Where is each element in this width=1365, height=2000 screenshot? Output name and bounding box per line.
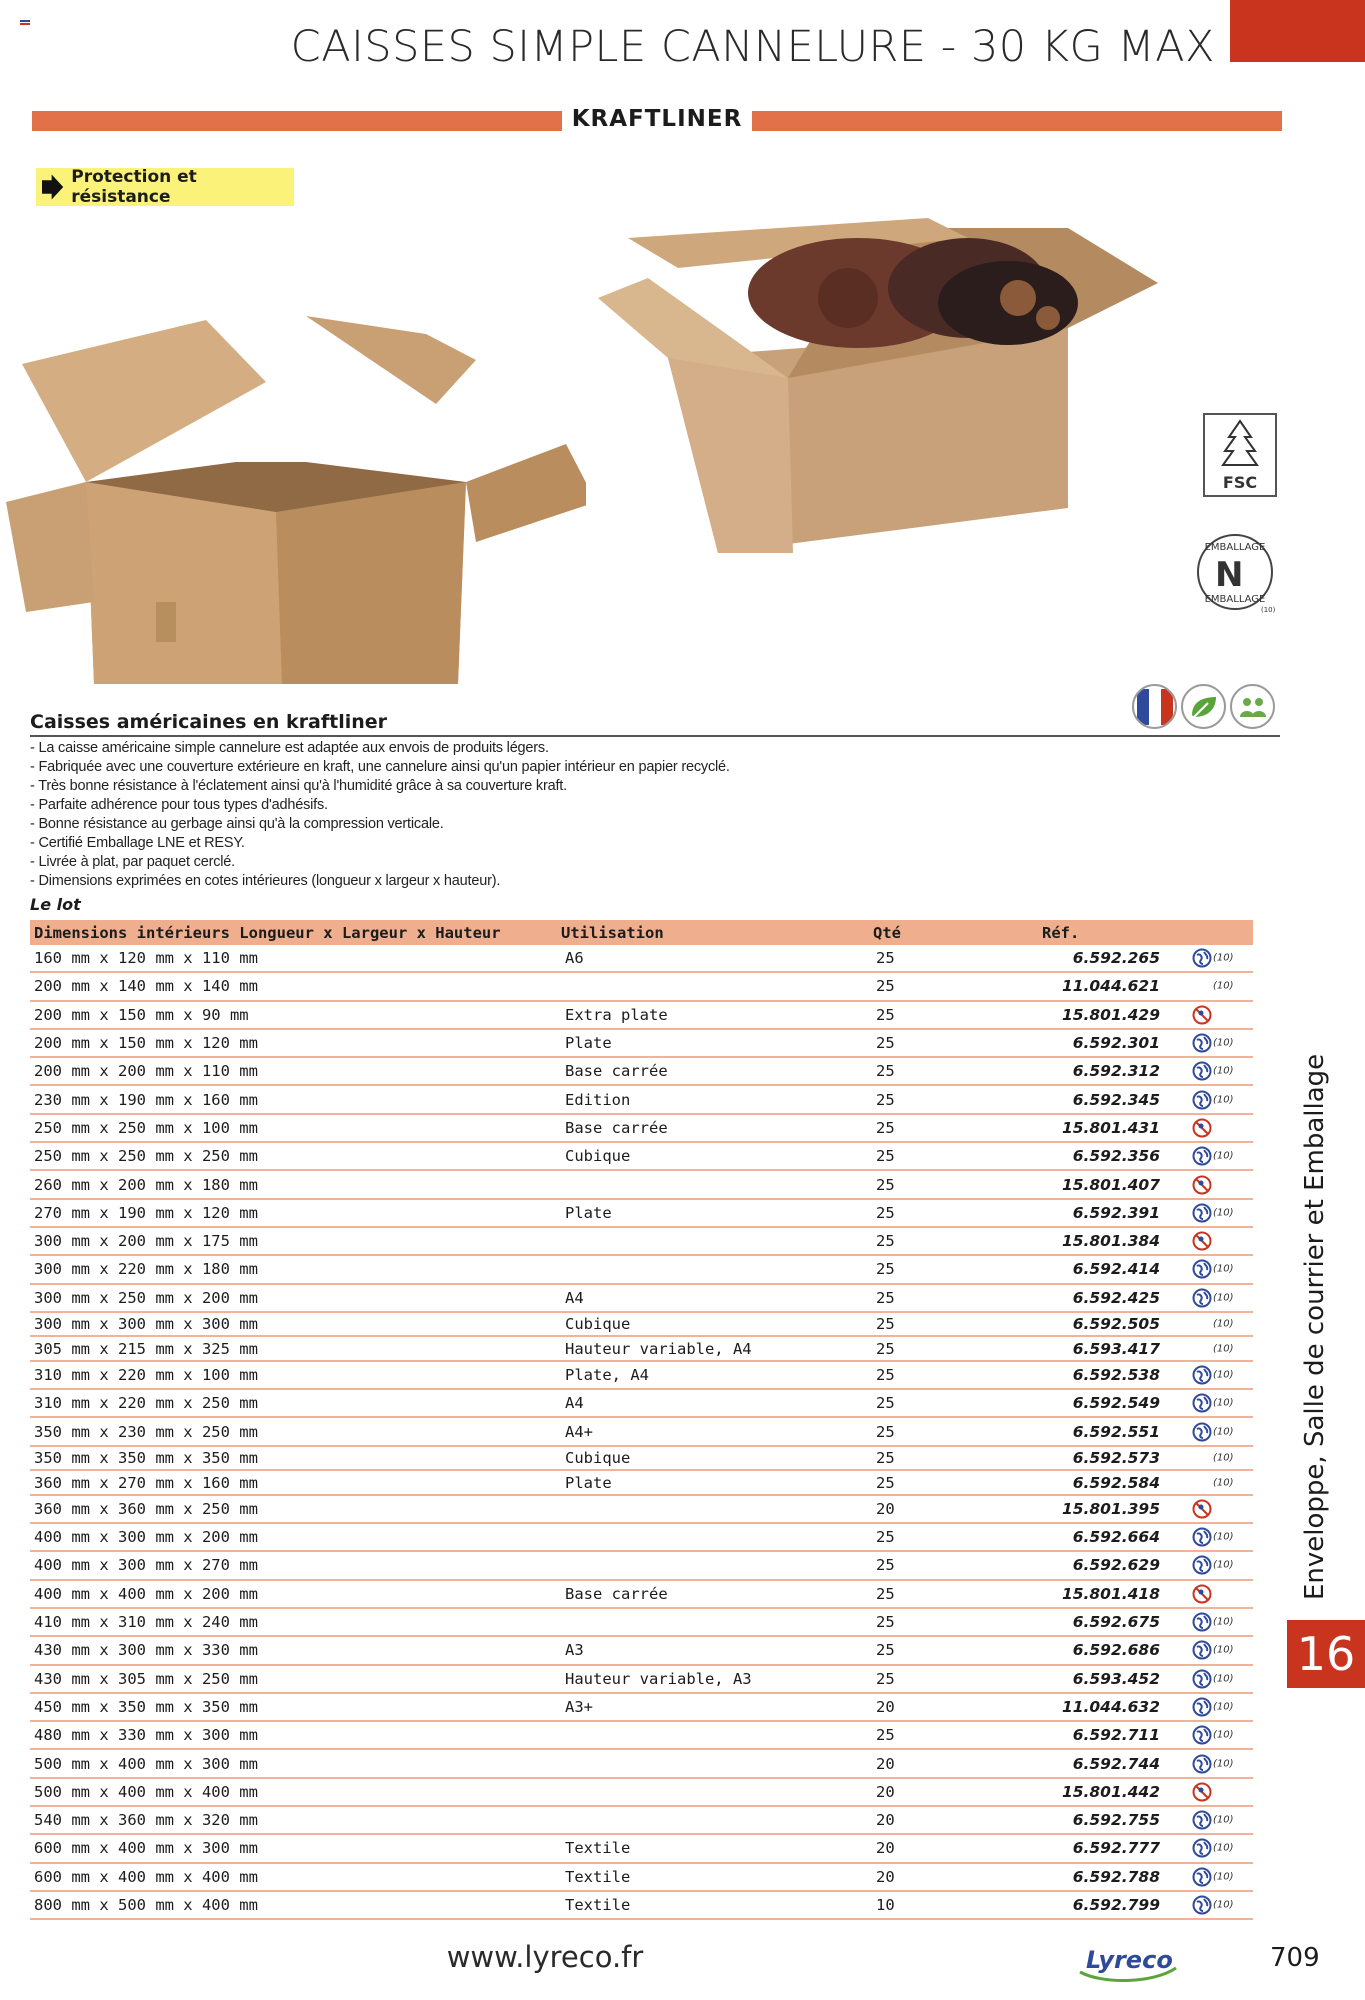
cell-ref: 6.592.505 (1072, 1315, 1160, 1334)
cell-usage: Textile (565, 1867, 631, 1886)
cell-ref: 6.592.265 (1072, 949, 1160, 968)
feature-bullet: - Livrée à plat, par paquet cerclé. (30, 854, 235, 870)
cell-code: (10) (1213, 980, 1234, 992)
cell-ref: 6.592.799 (1072, 1896, 1160, 1915)
eco-leaf-icon (1181, 684, 1226, 729)
cell-code: (10) (1213, 1065, 1234, 1077)
cell-dimensions: 540 mm x 360 mm x 320 mm (34, 1811, 258, 1830)
product-table (30, 920, 1253, 1920)
feature-bullet: - Certifié Emballage LNE et RESY. (30, 835, 245, 851)
globe-icon (1192, 1810, 1212, 1830)
footer-url[interactable]: www.lyreco.fr (446, 1940, 644, 1974)
cell-qty: 25 (876, 1473, 895, 1492)
table-row (30, 1694, 1253, 1722)
cell-ref: 6.593.417 (1072, 1339, 1160, 1358)
cell-ref: 6.592.629 (1072, 1556, 1160, 1575)
header-usage: Utilisation (561, 924, 664, 942)
cell-ref: 6.592.301 (1072, 1034, 1160, 1053)
globe-icon (1192, 1640, 1212, 1660)
cell-qty: 25 (876, 1147, 895, 1166)
cell-code: (10) (1213, 1452, 1234, 1464)
cell-usage: Base carrée (565, 1584, 668, 1603)
cell-usage: A3+ (565, 1697, 593, 1716)
cell-qty: 25 (876, 1175, 895, 1194)
cell-usage: A4 (565, 1394, 584, 1413)
cell-ref: 11.044.621 (1061, 977, 1160, 996)
globe-icon (1192, 1203, 1212, 1223)
cell-dimensions: 430 mm x 305 mm x 250 mm (34, 1669, 258, 1688)
globe-icon (1192, 1725, 1212, 1745)
cell-dimensions: 300 mm x 220 mm x 180 mm (34, 1260, 258, 1279)
cell-qty: 25 (876, 1449, 895, 1467)
header-qty: Qté (873, 924, 901, 942)
cell-usage: Base carrée (565, 1118, 668, 1137)
cell-code: (10) (1213, 1037, 1234, 1049)
table-row (30, 1552, 1253, 1580)
table-row (30, 1362, 1253, 1390)
cell-ref: 6.592.538 (1072, 1366, 1160, 1384)
cell-dimensions: 300 mm x 250 mm x 200 mm (34, 1288, 258, 1307)
cell-qty: 25 (876, 1584, 895, 1603)
cell-dimensions: 300 mm x 200 mm x 175 mm (34, 1232, 258, 1251)
table-row (30, 1835, 1253, 1863)
table-row (30, 1256, 1253, 1284)
cell-ref: 6.592.664 (1072, 1528, 1160, 1547)
cell-usage: Cubique (565, 1449, 631, 1467)
cell-dimensions: 310 mm x 220 mm x 250 mm (34, 1394, 258, 1413)
globe-icon (1192, 1555, 1212, 1575)
table-row (30, 1524, 1253, 1552)
cell-dimensions: 400 mm x 300 mm x 200 mm (34, 1528, 258, 1547)
restriction-icon (1192, 1499, 1212, 1519)
svg-text:N: N (1215, 555, 1244, 595)
globe-icon (1192, 1061, 1212, 1081)
cell-usage: A4+ (565, 1422, 593, 1441)
cell-qty: 25 (876, 949, 895, 968)
cell-dimensions: 600 mm x 400 mm x 400 mm (34, 1867, 258, 1886)
table-row (30, 1609, 1253, 1637)
cell-dimensions: 450 mm x 350 mm x 350 mm (34, 1697, 258, 1716)
section-bar-right (752, 111, 1282, 131)
cell-usage: Extra plate (565, 1005, 668, 1024)
cell-dimensions: 500 mm x 400 mm x 300 mm (34, 1754, 258, 1773)
table-row (30, 1779, 1253, 1807)
cell-qty: 25 (876, 1203, 895, 1222)
cell-usage: A3 (565, 1641, 584, 1660)
table-row (30, 1313, 1253, 1338)
cell-qty: 20 (876, 1782, 895, 1801)
globe-icon (1192, 1697, 1212, 1717)
svg-text:Lyreco: Lyreco (1086, 1946, 1173, 1974)
cell-code: (10) (1213, 1426, 1234, 1438)
table-row (30, 1171, 1253, 1199)
cell-qty: 25 (876, 1260, 895, 1279)
cell-ref: 6.592.551 (1072, 1422, 1160, 1441)
cell-usage: A6 (565, 949, 584, 968)
cell-dimensions: 200 mm x 200 mm x 110 mm (34, 1062, 258, 1081)
table-row (30, 1581, 1253, 1609)
cell-qty: 25 (876, 1394, 895, 1413)
table-row (30, 1471, 1253, 1496)
cell-dimensions: 250 mm x 250 mm x 100 mm (34, 1118, 258, 1137)
lot-label: Le lot (30, 895, 81, 914)
cell-usage: Hauteur variable, A4 (565, 1339, 752, 1358)
cell-qty: 25 (876, 1062, 895, 1081)
cell-qty: 25 (876, 1641, 895, 1660)
cell-ref: 15.801.429 (1061, 1005, 1160, 1024)
feature-bullet: - La caisse américaine simple cannelure est adaptée aux envois de produits légers. (30, 740, 549, 756)
cell-ref: 6.592.312 (1072, 1062, 1160, 1081)
cell-ref: 6.592.584 (1072, 1473, 1160, 1492)
cell-usage: Edition (565, 1090, 631, 1109)
cell-dimensions: 400 mm x 400 mm x 200 mm (34, 1584, 258, 1603)
cell-dimensions: 270 mm x 190 mm x 120 mm (34, 1203, 258, 1222)
globe-icon (1192, 1288, 1212, 1308)
title-rule (30, 735, 1280, 737)
cell-dimensions: 230 mm x 190 mm x 160 mm (34, 1090, 258, 1109)
table-row (30, 973, 1253, 1001)
cell-code: (10) (1213, 1758, 1234, 1770)
cell-dimensions: 430 mm x 300 mm x 330 mm (34, 1641, 258, 1660)
table-row (30, 1228, 1253, 1256)
restriction-icon (1192, 1175, 1212, 1195)
cell-code: (10) (1213, 1477, 1234, 1488)
cell-ref: 15.801.407 (1061, 1175, 1160, 1194)
cell-code: (10) (1213, 1292, 1234, 1304)
cell-qty: 25 (876, 1288, 895, 1307)
globe-icon (1192, 1365, 1212, 1385)
globe-icon (1192, 1393, 1212, 1413)
table-row (30, 1496, 1253, 1524)
cell-usage: Base carrée (565, 1062, 668, 1081)
table-body (30, 945, 1253, 1920)
cell-code: (10) (1213, 1531, 1234, 1543)
cell-ref: 6.593.452 (1072, 1669, 1160, 1688)
cell-dimensions: 260 mm x 200 mm x 180 mm (34, 1175, 258, 1194)
cell-ref: 6.592.686 (1072, 1641, 1160, 1660)
globe-icon (1192, 1669, 1212, 1689)
table-row (30, 1086, 1253, 1114)
cell-code: (10) (1213, 1644, 1234, 1656)
cell-ref: 6.592.755 (1072, 1811, 1160, 1830)
table-header (30, 920, 1253, 945)
page-title: CAISSES SIMPLE CANNELURE - 30 KG MAX (290, 22, 1215, 72)
cell-qty: 10 (876, 1896, 895, 1915)
chapter-number: 16 (1287, 1620, 1365, 1688)
section-bar-left (32, 111, 562, 131)
table-row (30, 1750, 1253, 1778)
cell-code: (10) (1213, 1263, 1234, 1275)
cell-ref: 6.592.425 (1072, 1288, 1160, 1307)
table-row (30, 1285, 1253, 1313)
globe-icon (1192, 1527, 1212, 1547)
feature-bullet: - Parfaite adhérence pour tous types d'adhésifs. (30, 797, 328, 813)
globe-icon (1192, 1033, 1212, 1053)
cell-ref: 6.592.744 (1072, 1754, 1160, 1773)
box-empty-image (6, 312, 586, 688)
cell-dimensions: 400 mm x 300 mm x 270 mm (34, 1556, 258, 1575)
cell-code: (10) (1213, 1842, 1234, 1854)
cell-qty: 25 (876, 1315, 895, 1334)
cell-usage: Plate (565, 1203, 612, 1222)
france-flag-icon (1132, 684, 1177, 729)
feature-bullet: - Fabriquée avec une couverture extérieure en kraft, une cannelure ainsi qu'un papier intérieur en papier recyclé. (30, 759, 730, 775)
cell-qty: 25 (876, 1366, 895, 1384)
svg-text:EMBALLAGE: EMBALLAGE (1204, 542, 1266, 553)
cell-ref: 6.592.549 (1072, 1394, 1160, 1413)
cell-usage: Hauteur variable, A3 (565, 1669, 752, 1688)
restriction-icon (1192, 1231, 1212, 1251)
cell-ref: 15.801.384 (1061, 1232, 1160, 1251)
cell-ref: 6.592.345 (1072, 1090, 1160, 1109)
cell-dimensions: 305 mm x 215 mm x 325 mm (34, 1339, 258, 1358)
cell-dimensions: 800 mm x 500 mm x 400 mm (34, 1896, 258, 1915)
cell-dimensions: 480 mm x 330 mm x 300 mm (34, 1726, 258, 1745)
globe-icon (1192, 1867, 1212, 1887)
cell-ref: 15.801.418 (1061, 1584, 1160, 1603)
table-row (30, 1722, 1253, 1750)
cell-qty: 25 (876, 1669, 895, 1688)
cell-code: (10) (1213, 1094, 1234, 1106)
cell-ref: 15.801.431 (1061, 1118, 1160, 1137)
restriction-icon (1192, 1584, 1212, 1604)
cell-ref: 6.592.788 (1072, 1867, 1160, 1886)
cell-code: (10) (1213, 1559, 1234, 1571)
svg-text:FSC: FSC (1222, 473, 1258, 492)
cell-qty: 20 (876, 1839, 895, 1858)
cell-qty: 25 (876, 1422, 895, 1441)
cell-code: (10) (1213, 1899, 1234, 1911)
table-row (30, 1390, 1253, 1418)
page-number: 709 (1270, 1943, 1320, 1973)
cell-code: (10) (1213, 1343, 1234, 1355)
cell-qty: 25 (876, 1556, 895, 1575)
table-row (30, 945, 1253, 973)
table-row (30, 1666, 1253, 1694)
arrow-right-icon (42, 174, 63, 200)
globe-icon (1192, 1754, 1212, 1774)
svg-text:(10): (10) (1261, 606, 1276, 614)
cell-dimensions: 350 mm x 350 mm x 350 mm (34, 1449, 258, 1467)
header-dimensions: Dimensions intérieurs Longueur x Largeur x Hauteur (34, 924, 501, 942)
cell-usage: Textile (565, 1839, 631, 1858)
cell-ref: 6.592.414 (1072, 1260, 1160, 1279)
table-row (30, 1030, 1253, 1058)
feature-bullet: - Bonne résistance au gerbage ainsi qu'à la compression verticale. (30, 816, 444, 832)
cell-dimensions: 310 mm x 220 mm x 100 mm (34, 1366, 258, 1384)
globe-icon (1192, 1146, 1212, 1166)
cell-code: (10) (1213, 1318, 1234, 1330)
cell-usage: Plate (565, 1473, 612, 1492)
cell-usage: Cubique (565, 1147, 631, 1166)
globe-icon (1192, 1895, 1212, 1915)
cell-ref: 6.592.391 (1072, 1203, 1160, 1222)
feature-bullet: - Très bonne résistance à l'éclatement ainsi qu'à l'humidité grâce à sa couverture kraft. (30, 778, 567, 794)
corner-accent-block (1230, 0, 1365, 62)
cell-qty: 20 (876, 1811, 895, 1830)
restriction-icon (1192, 1005, 1212, 1025)
table-row (30, 1143, 1253, 1171)
globe-icon (1192, 1422, 1212, 1442)
cell-code: (10) (1213, 1729, 1234, 1741)
table-row (30, 1002, 1253, 1030)
cell-code: (10) (1213, 1701, 1234, 1713)
table-row (30, 1058, 1253, 1086)
section-label: KRAFTLINER (571, 106, 743, 132)
globe-icon (1192, 948, 1212, 968)
table-row (30, 1418, 1253, 1446)
cell-ref: 6.592.711 (1072, 1726, 1160, 1745)
cell-ref: 11.044.632 (1061, 1697, 1160, 1716)
cell-dimensions: 600 mm x 400 mm x 300 mm (34, 1839, 258, 1858)
cell-ref: 6.592.356 (1072, 1147, 1160, 1166)
table-row (30, 1807, 1253, 1835)
cell-dimensions: 360 mm x 270 mm x 160 mm (34, 1473, 258, 1492)
cell-code: (10) (1213, 1814, 1234, 1826)
cell-ref: 6.592.675 (1072, 1613, 1160, 1632)
table-row (30, 1637, 1253, 1665)
cell-qty: 20 (876, 1754, 895, 1773)
cell-usage: Plate, A4 (565, 1366, 649, 1384)
fsc-certification-icon (1203, 413, 1277, 497)
feature-tag (36, 168, 294, 206)
ne-emballage-certification-icon (1195, 530, 1279, 614)
cell-qty: 25 (876, 1232, 895, 1251)
cell-qty: 25 (876, 1034, 895, 1053)
cell-ref: 15.801.442 (1061, 1782, 1160, 1801)
globe-icon (1192, 1259, 1212, 1279)
cell-qty: 20 (876, 1499, 895, 1518)
table-row (30, 1115, 1253, 1143)
cell-code: (10) (1213, 1150, 1234, 1162)
cell-code: (10) (1213, 1397, 1234, 1409)
cell-qty: 20 (876, 1697, 895, 1716)
cell-qty: 25 (876, 1005, 895, 1024)
cell-code: (10) (1213, 1673, 1234, 1685)
cell-qty: 25 (876, 1090, 895, 1109)
cell-qty: 25 (876, 977, 895, 996)
cell-usage: A4 (565, 1288, 584, 1307)
feature-list (30, 739, 730, 891)
cell-dimensions: 300 mm x 300 mm x 300 mm (34, 1315, 258, 1334)
cell-qty: 25 (876, 1528, 895, 1547)
cell-code: (10) (1213, 1369, 1234, 1381)
table-row (30, 1200, 1253, 1228)
table-row (30, 1337, 1253, 1362)
cell-qty: 25 (876, 1726, 895, 1745)
cell-ref: 15.801.395 (1061, 1499, 1160, 1518)
cell-dimensions: 200 mm x 150 mm x 90 mm (34, 1005, 249, 1024)
category-label: Enveloppe, Salle de courrier et Emballage (1300, 1053, 1330, 1600)
cell-dimensions: 350 mm x 230 mm x 250 mm (34, 1422, 258, 1441)
table-row (30, 1447, 1253, 1472)
header-ref: Réf. (1042, 924, 1080, 942)
cell-qty: 25 (876, 1118, 895, 1137)
cell-usage: Cubique (565, 1315, 631, 1334)
cell-dimensions: 250 mm x 250 mm x 250 mm (34, 1147, 258, 1166)
restriction-icon (1192, 1782, 1212, 1802)
feature-tag-label: Protection et résistance (71, 167, 197, 207)
feature-bullet: - Dimensions exprimées en cotes intérieures (longueur x largeur x hauteur). (30, 873, 501, 889)
table-row (30, 1892, 1253, 1920)
cell-usage: Plate (565, 1034, 612, 1053)
cell-code: (10) (1213, 952, 1234, 964)
social-people-icon (1230, 684, 1275, 729)
cell-dimensions: 410 mm x 310 mm x 240 mm (34, 1613, 258, 1632)
cell-code: (10) (1213, 1616, 1234, 1628)
cell-dimensions: 360 mm x 360 mm x 250 mm (34, 1499, 258, 1518)
cell-dimensions: 200 mm x 140 mm x 140 mm (34, 977, 258, 996)
cell-ref: 6.592.777 (1072, 1839, 1160, 1858)
cell-code: (10) (1213, 1871, 1234, 1883)
cell-qty: 20 (876, 1867, 895, 1886)
cell-ref: 6.592.573 (1072, 1449, 1160, 1467)
cell-qty: 25 (876, 1613, 895, 1632)
cell-dimensions: 500 mm x 400 mm x 400 mm (34, 1782, 258, 1801)
box-cushions-image (548, 208, 1168, 558)
globe-icon (1192, 1090, 1212, 1110)
cell-dimensions: 200 mm x 150 mm x 120 mm (34, 1034, 258, 1053)
cell-dimensions: 160 mm x 120 mm x 110 mm (34, 949, 258, 968)
restriction-icon (1192, 1118, 1212, 1138)
table-row (30, 1864, 1253, 1892)
lyreco-logo (1072, 1938, 1192, 1984)
cell-usage: Textile (565, 1896, 631, 1915)
product-title: Caisses américaines en kraftliner (30, 711, 388, 733)
cell-code: (10) (1213, 1207, 1234, 1219)
globe-icon (1192, 1838, 1212, 1858)
svg-text:EMBALLAGE: EMBALLAGE (1204, 594, 1266, 605)
globe-icon (1192, 1612, 1212, 1632)
product-attribute-icons (1132, 684, 1275, 729)
cell-qty: 25 (876, 1339, 895, 1358)
